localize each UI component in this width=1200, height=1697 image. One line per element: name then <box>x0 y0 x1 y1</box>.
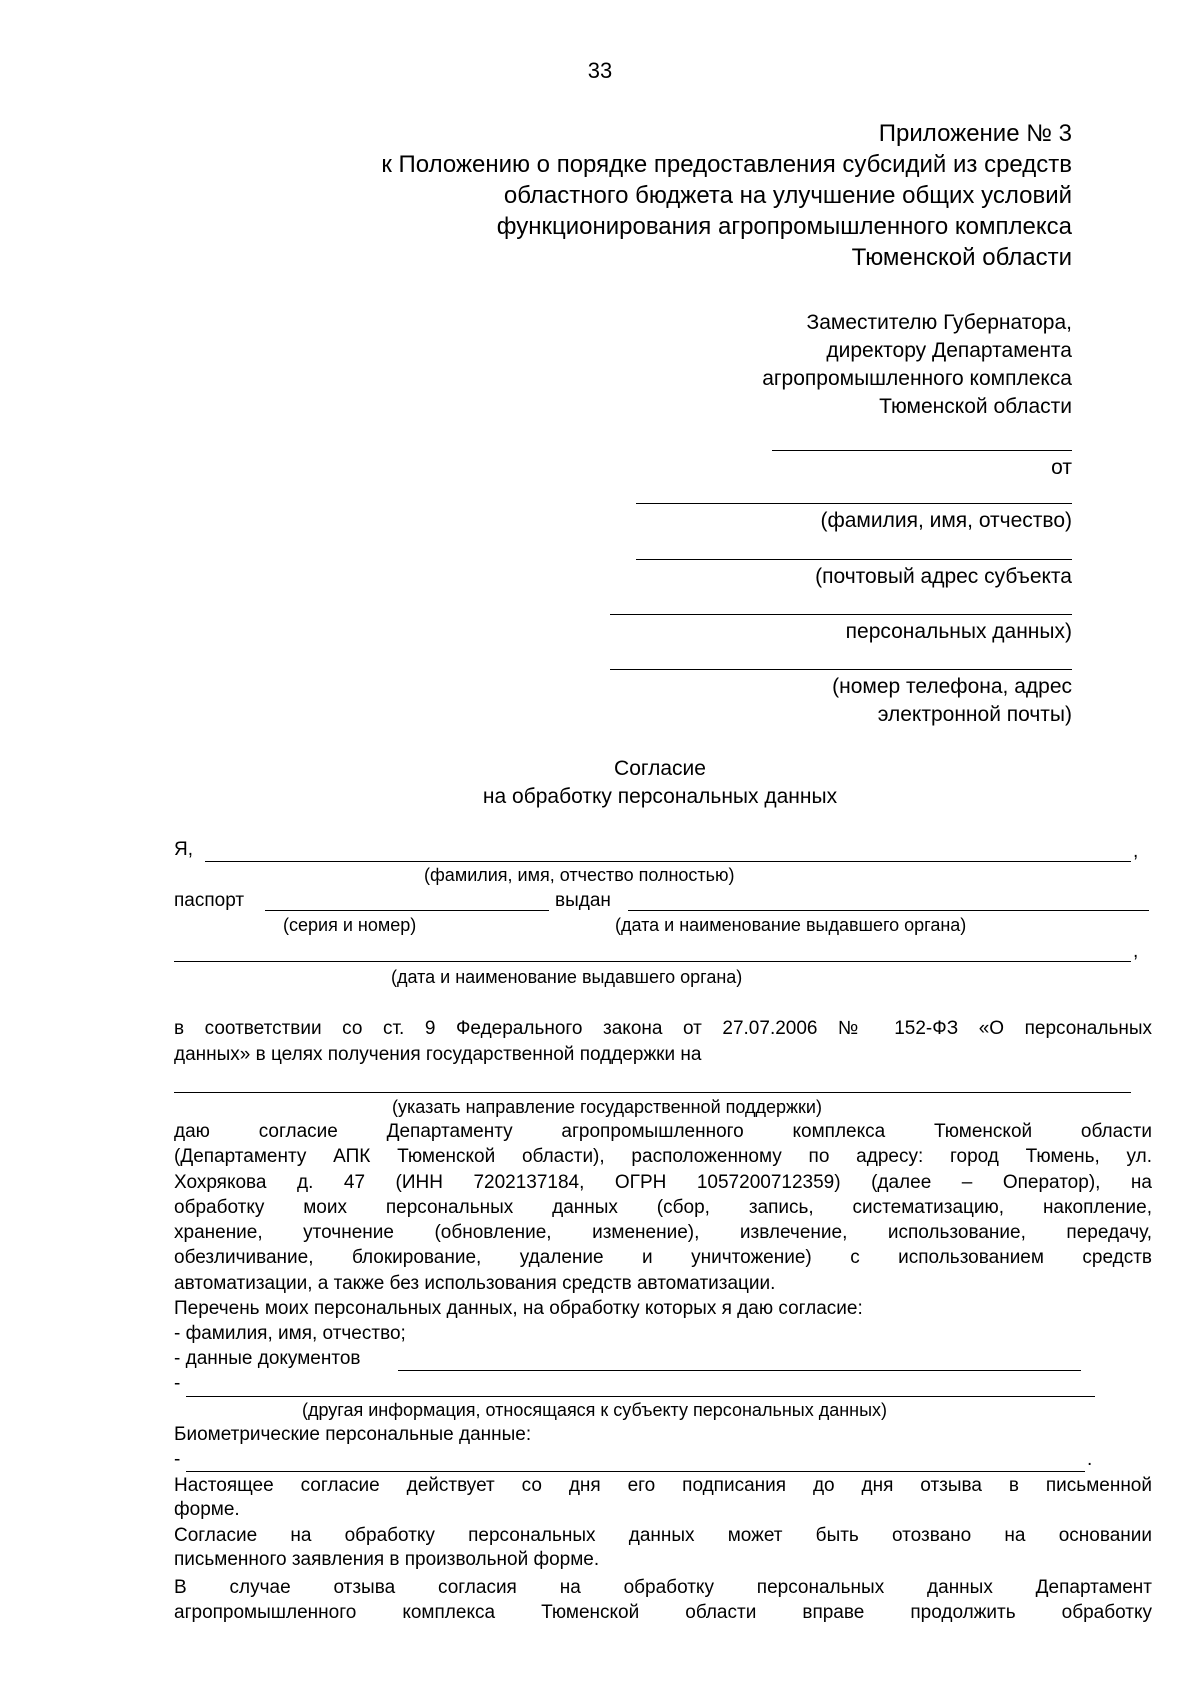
consent-line: обезличивание, блокирование, удаление и уничтожение) с использованием средств <box>174 1247 1152 1269</box>
consent-line: автоматизации, а также без использования средств автоматизации. <box>174 1272 776 1294</box>
other-info-field[interactable] <box>186 1396 1095 1397</box>
postal-address-caption-2: персональных данных) <box>845 620 1072 643</box>
consent-line: (Департаменту АПК Тюменской области), расположенному по адресу: город Тюмень, ул. <box>174 1146 1152 1168</box>
other-info-caption: (другая информация, относящаяся к субъекту персональных данных) <box>302 1400 888 1420</box>
issuer-caption-2: (дата и наименование выдавшего органа) <box>391 967 743 987</box>
document-title: Согласие <box>614 757 706 780</box>
appendix-line: Тюменской области <box>851 244 1072 271</box>
data-list-item-documents: - данные документов <box>174 1348 361 1369</box>
document-subtitle: на обработку персональных данных <box>482 785 838 808</box>
sender-name-field[interactable] <box>636 503 1072 504</box>
from-label: от <box>1051 456 1072 479</box>
data-list-item-fio: - фамилия, имя, отчество; <box>174 1323 406 1344</box>
issuer-field[interactable] <box>628 910 1149 911</box>
appendix-header <box>381 118 1072 273</box>
addressee-line: Заместителю Губернатора, <box>806 311 1072 334</box>
passport-label: паспорт <box>174 890 245 911</box>
passport-number-field[interactable] <box>265 910 549 911</box>
full-name-field[interactable] <box>205 861 1131 862</box>
biometric-field[interactable] <box>186 1471 1085 1472</box>
appendix-line: к Положению о порядке предоставления субсидий из средств <box>381 151 1072 178</box>
consent-line: обработку моих персональных данных (сбор, запись, систематизацию, накопление, <box>174 1196 1152 1218</box>
issuer-field-2[interactable] <box>174 961 1131 962</box>
contact-caption: (номер телефона, адрес <box>832 675 1072 698</box>
comma: , <box>1133 941 1139 962</box>
documents-field[interactable] <box>398 1370 1081 1371</box>
withdrawal-case-text: В случае отзыва согласия на обработку персональных данных Департамент <box>174 1577 1152 1598</box>
addressee-line: агропромышленного комплекса <box>762 367 1072 390</box>
postal-address-caption: (почтовый адрес субъекта <box>815 565 1072 588</box>
data-list-intro: Перечень моих персональных данных, на обработку которых я даю согласие: <box>174 1298 863 1319</box>
consent-line: хранение, уточнение (обновление, изменение), извлечение, использование, передачу, <box>174 1222 1152 1244</box>
issuer-caption: (дата и наименование выдавшего органа) <box>615 915 967 935</box>
list-dash: - <box>174 1373 181 1394</box>
withdraw-text: Согласие на обработку персональных данных может быть отозвано на основании <box>174 1525 1152 1546</box>
postal-address-field-2[interactable] <box>610 614 1072 615</box>
appendix-line: функционирования агропромышленного комплекса <box>496 213 1072 240</box>
addressee-blank-line[interactable] <box>772 450 1072 451</box>
withdraw-text-2: письменного заявления в произвольной форме. <box>174 1549 600 1570</box>
list-dash: - <box>174 1449 181 1470</box>
support-direction-caption: (указать направление государственной поддержки) <box>392 1097 822 1117</box>
addressee-block <box>762 309 1072 421</box>
withdrawal-case-text-2: агропромышленного комплекса Тюменской области вправе продолжить обработку <box>174 1602 1152 1623</box>
addressee-line: Тюменской области <box>879 395 1072 418</box>
passport-number-caption: (серия и номер) <box>283 915 417 935</box>
page-number: 33 <box>587 58 613 83</box>
sender-name-caption: (фамилия, имя, отчество) <box>820 509 1072 532</box>
law-reference-line-2: данных» в целях получения государственной поддержки на <box>174 1044 702 1065</box>
period: . <box>1087 1449 1093 1470</box>
consent-line: Хохрякова д. 47 (ИНН 7202137184, ОГРН 1057200712359) (далее – Оператор), на <box>174 1171 1152 1193</box>
issued-label: выдан <box>555 890 611 911</box>
ya-label: Я, <box>174 839 193 860</box>
support-direction-field[interactable] <box>174 1092 1131 1093</box>
consent-line: даю согласие Департаменту агропромышленного комплекса Тюменской области <box>174 1121 1152 1142</box>
validity-text: Настоящее согласие действует со дня его подписания до дня отзыва в письменной <box>174 1475 1152 1496</box>
addressee-line: директору Департамента <box>826 339 1072 362</box>
appendix-line: Приложение № 3 <box>878 120 1072 147</box>
postal-address-field[interactable] <box>636 559 1072 560</box>
contact-caption-2: электронной почты) <box>877 703 1072 726</box>
biometric-label: Биометрические персональные данные: <box>174 1424 532 1445</box>
appendix-line: областного бюджета на улучшение общих условий <box>503 182 1072 209</box>
contact-field[interactable] <box>610 669 1072 670</box>
consent-paragraph <box>174 1119 1152 1296</box>
law-reference-line: в соответствии со ст. 9 Федерального закона от 27.07.2006 № 152-ФЗ «О персональных <box>174 1018 1152 1039</box>
full-name-caption: (фамилия, имя, отчество полностью) <box>424 865 735 885</box>
comma: , <box>1133 841 1139 862</box>
validity-text-2: форме. <box>174 1499 240 1520</box>
